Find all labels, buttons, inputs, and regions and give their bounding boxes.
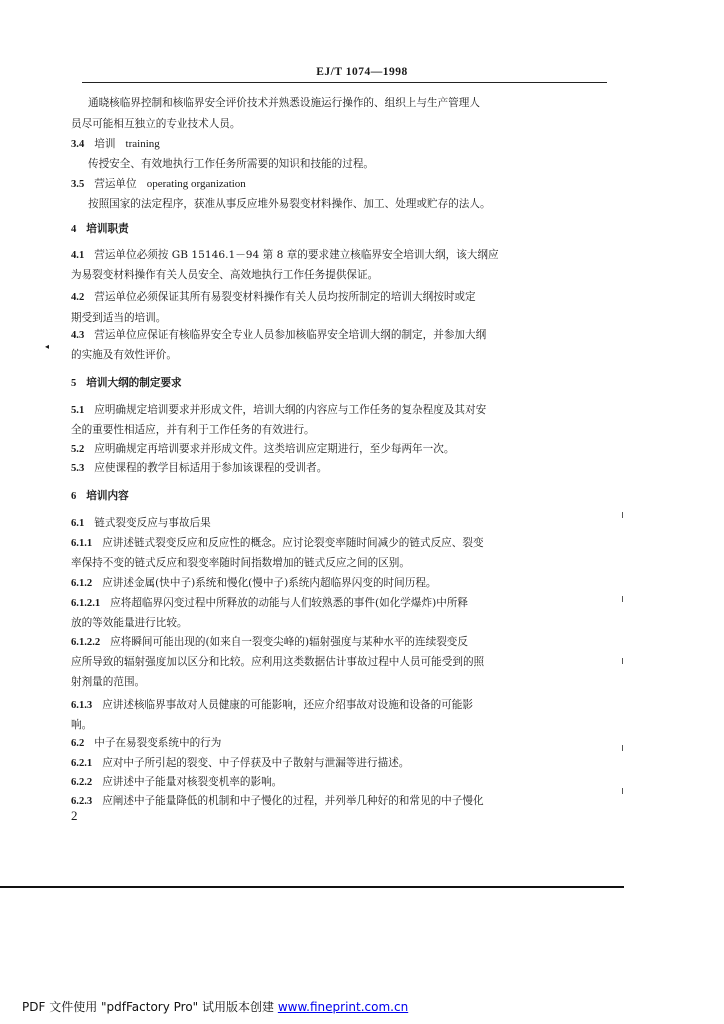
section-heading	[71, 376, 571, 391]
line-text: 营运单位应保证有核临界安全专业人员参加核临界安全培训大纲的制定，并参加大纲	[94, 329, 487, 341]
clause-number: 4.3	[71, 330, 85, 341]
line-text: 全的重要性相适应，并有利于工作任务的有效进行。	[71, 424, 315, 436]
clause-number: 6.2	[71, 738, 85, 749]
margin-mark: ◂	[45, 342, 50, 351]
edge-tick	[622, 788, 623, 794]
body-line	[71, 461, 571, 476]
line-text: 营运单位	[94, 178, 137, 190]
body-line	[71, 775, 571, 790]
body-line	[71, 794, 571, 809]
clause-number: 6.1.2.1	[71, 598, 101, 609]
footer-text: PDF 文件使用 "pdfFactory Pro" 试用版本创建	[22, 1000, 275, 1014]
section-heading	[71, 489, 571, 504]
body-line	[88, 157, 588, 171]
line-text: 链式裂变反应与事故后果	[94, 517, 211, 529]
edge-tick	[622, 745, 623, 751]
page-number: 2	[71, 808, 78, 823]
clause-number: 6.1.1	[71, 538, 93, 549]
clause-number: 4.2	[71, 292, 85, 303]
header-rule	[82, 82, 607, 83]
body-line	[71, 736, 571, 751]
clause-number: 6.2.2	[71, 777, 93, 788]
body-line	[71, 311, 571, 325]
body-line	[71, 556, 571, 570]
body-line	[71, 756, 571, 771]
clause-number: 5	[71, 378, 77, 389]
line-text: 射剂量的范围。	[71, 676, 146, 688]
line-text: 应阐述中子能量降低的机制和中子慢化的过程，并列举几种好的和常见的中子慢化	[102, 795, 484, 807]
line-text: 为易裂变材料操作有关人员安全、高效地执行工作任务提供保证。	[71, 269, 379, 281]
body-line	[71, 348, 571, 362]
body-line	[71, 290, 571, 305]
body-line	[71, 268, 571, 282]
english-term: operating organization	[146, 178, 246, 190]
body-line	[71, 616, 571, 630]
line-text: 传授安全、有效地执行工作任务所需要的知识和技能的过程。	[88, 158, 375, 170]
body-line	[71, 117, 571, 131]
line-text: 应对中子所引起的裂变、中子俘获及中子散射与泄漏等进行描述。	[102, 757, 410, 769]
body-line	[71, 675, 571, 689]
line-text: 应所导致的辐射强度加以区分和比较。应利用这类数据估计事故过程中人员可能受到的照	[71, 656, 485, 668]
clause-number: 6.1.3	[71, 700, 93, 711]
body-line	[71, 718, 571, 732]
line-text: 中子在易裂变系统中的行为	[94, 737, 222, 749]
body-line	[71, 576, 571, 591]
line-text: 率保持不变的链式反应和裂变率随时间指数增加的链式反应之间的区别。	[71, 557, 410, 569]
body-line	[71, 596, 571, 611]
line-text: 营运单位必须按 GB 15146.1－94 第 8 章的要求建立核临界安全培训大纲，该大纲应	[94, 249, 499, 261]
line-text: 培训大纲的制定要求	[86, 377, 182, 389]
line-text: 通晓核临界控制和核临界安全评价技术并熟悉设施运行操作的、组织上与生产管理人	[88, 97, 480, 109]
clause-number: 4.1	[71, 250, 85, 261]
line-text: 应讲述金属(快中子)系统和慢化(慢中子)系统内超临界闪变的时间历程。	[102, 577, 437, 589]
line-text: 员尽可能相互独立的专业技术人员。	[71, 118, 241, 130]
body-line	[71, 423, 571, 437]
line-text: 放的等效能量进行比较。	[71, 617, 188, 629]
body-line	[71, 177, 571, 192]
line-text: 营运单位必须保证其所有易裂变材料操作有关人员均按所制定的培训大纲按时或定	[94, 291, 476, 303]
line-text: 应讲述链式裂变反应和反应性的概念。应讨论裂变率随时间减少的链式反应、裂变	[102, 537, 484, 549]
clause-number: 5.3	[71, 463, 85, 474]
clause-number: 6.1	[71, 518, 85, 529]
bottom-rule	[0, 886, 624, 888]
edge-tick	[622, 658, 623, 664]
section-heading	[71, 222, 571, 237]
line-text: 应讲述中子能量对核裂变机率的影响。	[102, 776, 283, 788]
clause-number: 6	[71, 491, 77, 502]
line-text: 培训内容	[86, 490, 129, 502]
pdf-footer	[22, 998, 408, 1015]
english-term: training	[125, 138, 160, 150]
body-line	[71, 403, 571, 418]
edge-tick	[622, 512, 623, 518]
line-text: 的实施及有效性评价。	[71, 349, 177, 361]
body-line	[71, 698, 571, 713]
line-text: 应将瞬间可能出现的(如来自一裂变尖峰的)辐射强度与某种水平的连续裂变反	[110, 636, 468, 648]
clause-number: 6.2.1	[71, 758, 93, 769]
clause-number: 3.4	[71, 139, 85, 150]
edge-tick	[622, 596, 623, 602]
body-line	[71, 516, 571, 531]
clause-number: 3.5	[71, 179, 85, 190]
clause-number: 4	[71, 224, 77, 235]
body-line	[71, 137, 571, 152]
body-line	[71, 655, 571, 669]
clause-number: 5.2	[71, 444, 85, 455]
line-text: 应讲述核临界事故对人员健康的可能影响，还应介绍事故对设施和设备的可能影	[102, 699, 473, 711]
line-text: 期受到适当的培训。	[71, 312, 167, 324]
body-line	[88, 197, 588, 211]
clause-number: 6.1.2	[71, 578, 93, 589]
body-line	[71, 536, 571, 551]
clause-number: 6.2.3	[71, 796, 93, 807]
body-line	[71, 248, 571, 263]
line-text: 应明确规定培训要求并形成文件，培训大纲的内容应与工作任务的复杂程度及其对安	[94, 404, 487, 416]
body-line	[71, 442, 571, 457]
body-line	[71, 328, 571, 343]
line-text: 应将超临界闪变过程中所释放的动能与人们较熟悉的事件(如化学爆炸)中所释	[110, 597, 468, 609]
line-text: 培训	[94, 138, 116, 150]
line-text: 应明确规定再培训要求并形成文件。这类培训应定期进行，至少每两年一次。	[94, 443, 455, 455]
clause-number: 6.1.2.2	[71, 637, 101, 648]
line-text: 按照国家的法定程序，获准从事反应堆外易裂变材料操作、加工、处理或贮存的法人。	[88, 198, 491, 210]
body-line	[71, 635, 571, 650]
clause-number: 5.1	[71, 405, 85, 416]
line-text: 响。	[71, 719, 93, 731]
standard-code-header: EJ/T 1074—1998	[316, 66, 408, 78]
body-line	[88, 96, 588, 110]
line-text: 应使课程的教学目标适用于参加该课程的受训者。	[94, 462, 328, 474]
footer-link[interactable]: www.fineprint.com.cn	[277, 1000, 409, 1014]
line-text: 培训职责	[86, 223, 129, 235]
